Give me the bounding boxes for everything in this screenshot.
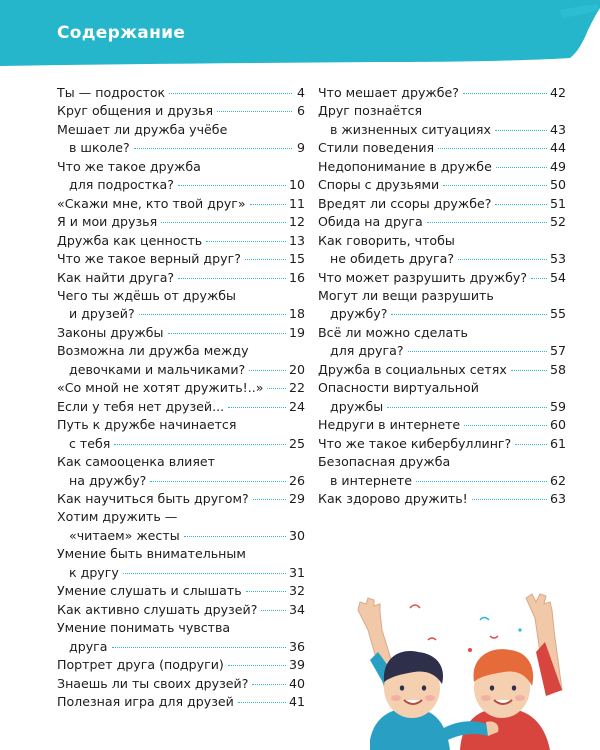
toc-entry[interactable]: [57, 490, 305, 508]
toc-entry-title: «Со мной не хотят дружить!..»: [57, 380, 264, 396]
toc-page-number: 9: [296, 140, 305, 156]
toc-entry-line: [318, 213, 566, 231]
toc-entry-line: [57, 564, 305, 582]
toc-entry[interactable]: [57, 619, 305, 656]
dot-leader: [496, 167, 547, 168]
toc-entry-title: Вредят ли ссоры дружбе?: [318, 195, 492, 211]
toc-entry-title: Что же такое верный друг?: [57, 251, 241, 267]
dot-leader: [184, 536, 286, 537]
toc-page-number: 18: [288, 306, 305, 322]
dot-leader: [249, 370, 286, 371]
toc-entry[interactable]: [318, 269, 566, 287]
dot-leader: [458, 259, 547, 260]
toc-entry-title: Всё ли можно сделать: [318, 324, 468, 340]
toc-page-number: 13: [288, 232, 305, 248]
toc-entry-line: [57, 379, 305, 397]
toc-entry[interactable]: [57, 675, 305, 693]
toc-entry-line: [57, 324, 305, 342]
dot-leader: [472, 499, 547, 500]
toc-entry-title: Как найти друга?: [57, 269, 175, 285]
toc-page-number: 61: [549, 435, 566, 451]
toc-entry-line: [57, 472, 305, 490]
dot-leader: [238, 702, 286, 703]
toc-page-number: 52: [549, 214, 566, 230]
dot-leader: [267, 388, 286, 389]
toc-entry-title: Ты — подросток: [57, 85, 166, 100]
dot-leader: [531, 278, 547, 279]
toc-entry[interactable]: [318, 287, 566, 324]
toc-entry-line: [57, 398, 305, 416]
toc-entry-line: [57, 527, 305, 545]
dot-leader: [228, 407, 286, 408]
toc-page-number: 41: [288, 693, 305, 709]
toc-entry-line: [57, 213, 305, 231]
toc-page-number: 63: [549, 490, 566, 506]
toc-entry-line: [318, 269, 566, 287]
toc-page-number: 15: [288, 251, 305, 267]
toc-entry-title: Как говорить, чтобы: [318, 232, 455, 248]
toc-entry-title: в школе?: [69, 140, 130, 156]
toc-entry[interactable]: [318, 176, 566, 194]
toc-entry-title: Умение слушать и слышать: [57, 583, 242, 599]
toc-entry-line: [57, 675, 305, 693]
toc-entry-title: Недруги в интернете: [318, 417, 461, 433]
toc-entry-title: Что может разрушить дружбу?: [318, 269, 528, 285]
toc-entry-line: [318, 472, 566, 490]
toc-entry[interactable]: [318, 195, 566, 213]
toc-page-number: 31: [288, 564, 305, 580]
toc-entry[interactable]: [57, 693, 305, 711]
toc-entry[interactable]: [57, 379, 305, 397]
toc-entry[interactable]: [318, 213, 566, 231]
toc-page-number: 51: [549, 195, 566, 211]
toc-entry-line: [57, 102, 305, 120]
dot-leader: [250, 204, 286, 205]
toc-page-number: 49: [549, 158, 566, 174]
toc-entry-line: [318, 361, 566, 379]
dot-leader: [206, 241, 286, 242]
toc-page-number: 32: [288, 583, 305, 599]
dot-leader: [161, 222, 286, 223]
toc-page-number: 58: [549, 361, 566, 377]
dot-leader: [464, 425, 547, 426]
toc-entry[interactable]: [57, 545, 305, 582]
toc-entry-line: [318, 158, 566, 176]
dot-leader: [408, 351, 547, 352]
page-title: Содержание: [57, 23, 186, 43]
toc-entry-line: [57, 84, 305, 102]
toc-entry-line: [57, 269, 305, 287]
toc-entry-line: [318, 250, 566, 268]
dot-leader: [228, 665, 286, 666]
toc-entry-line: [57, 435, 305, 453]
toc-page-number: 4: [296, 85, 305, 100]
toc-entry[interactable]: [318, 490, 566, 508]
toc-entry-title: и друзей?: [69, 306, 135, 322]
toc-entry-line: [318, 305, 566, 323]
dot-leader: [134, 148, 292, 149]
toc-entry-title: девочками и мальчиками?: [69, 361, 246, 377]
toc-entry-title: Как активно слушать друзей?: [57, 601, 258, 617]
toc-entry-title: «читаем» жесты: [69, 527, 180, 543]
toc-entry-title: Возможна ли дружба между: [57, 343, 249, 359]
toc-entry[interactable]: [318, 158, 566, 176]
toc-entry-title: «Скажи мне, кто твой друг»: [57, 195, 246, 211]
toc-entry-title: Круг общения и друзья: [57, 103, 214, 119]
toc-entry-line: [57, 139, 305, 157]
toc-entry-title: Что же такое дружба: [57, 158, 201, 174]
dot-leader: [495, 130, 547, 131]
toc-entry[interactable]: [57, 398, 305, 416]
toc-right-column: [318, 84, 566, 508]
dot-leader: [427, 222, 547, 223]
toc-page-number: 10: [288, 177, 305, 193]
toc-entry[interactable]: [57, 287, 305, 324]
toc-entry-line: [318, 139, 566, 157]
toc-entry-title: Дружба в социальных сетях: [318, 361, 507, 377]
toc-entry-title: не обидеть друга?: [330, 251, 455, 267]
dot-leader: [114, 444, 286, 445]
toc-entry-title: Как здорово дружить!: [318, 490, 468, 506]
dot-leader: [252, 684, 286, 685]
toc-entry-title: дружбы: [330, 398, 384, 414]
toc-entry-line: [318, 176, 566, 194]
toc-entry-line: [57, 176, 305, 194]
dot-leader: [246, 591, 286, 592]
toc-entry[interactable]: [57, 84, 305, 102]
toc-entry-line: [57, 638, 305, 656]
toc-entry-title: Я и мои друзья: [57, 214, 158, 230]
toc-entry-title: Умение быть внимательным: [57, 546, 246, 562]
toc-page-number: 42: [549, 85, 566, 100]
toc-entry-title: Споры с друзьями: [318, 177, 440, 193]
toc-page-number: 30: [288, 527, 305, 543]
toc-entry-title: на дружбу?: [69, 472, 147, 488]
toc-page-number: 34: [288, 601, 305, 617]
toc-entry[interactable]: [57, 158, 305, 195]
toc-entry[interactable]: [57, 232, 305, 250]
toc-page-number: 60: [549, 417, 566, 433]
toc-entry-line: [318, 435, 566, 453]
dot-leader: [253, 499, 286, 500]
toc-entry[interactable]: [57, 195, 305, 213]
toc-entry[interactable]: [318, 379, 566, 416]
dot-leader: [438, 148, 547, 149]
toc-entry-title: Недопонимание в дружбе: [318, 158, 492, 174]
toc-entry-title: Могут ли вещи разрушить: [318, 287, 494, 303]
toc-page-number: 16: [288, 269, 305, 285]
dot-leader: [511, 370, 547, 371]
toc-entry-title: Знаешь ли ты своих друзей?: [57, 675, 249, 691]
toc-entry[interactable]: [57, 269, 305, 287]
toc-entry[interactable]: [57, 213, 305, 231]
toc-entry[interactable]: [318, 361, 566, 379]
toc-entry-title: Портрет друга (подруги): [57, 657, 224, 673]
toc-entry-title: для подростка?: [69, 177, 174, 193]
toc-page-number: 22: [288, 380, 305, 396]
toc-page-number: 26: [288, 472, 305, 488]
dot-leader: [178, 185, 286, 186]
toc-page-number: 55: [549, 306, 566, 322]
dot-leader: [443, 185, 547, 186]
toc-entry[interactable]: [57, 601, 305, 619]
toc-entry-title: Обида на друга: [318, 214, 423, 230]
toc-page-number: 59: [549, 398, 566, 414]
toc-page-number: 62: [549, 472, 566, 488]
toc-page-number: 40: [288, 675, 305, 691]
dot-leader: [391, 314, 547, 315]
toc-page-number: 54: [549, 269, 566, 285]
dot-leader: [515, 444, 547, 445]
toc-entry-line: [57, 656, 305, 674]
toc-page-number: 19: [288, 324, 305, 340]
toc-entry[interactable]: [57, 121, 305, 158]
dot-leader: [169, 93, 292, 94]
dot-leader: [463, 93, 547, 94]
toc-entry-line: [57, 305, 305, 323]
toc-entry-line: [318, 195, 566, 213]
toc-entry-title: с тебя: [69, 435, 111, 451]
toc-entry-line: [57, 601, 305, 619]
toc-entry-title: к другу: [69, 564, 119, 580]
dot-leader: [178, 278, 286, 279]
toc-entry[interactable]: [57, 102, 305, 120]
toc-left-column: [57, 84, 305, 711]
toc-page-number: 25: [288, 435, 305, 451]
toc-entry[interactable]: [318, 102, 566, 139]
toc-entry[interactable]: [57, 656, 305, 674]
dot-leader: [150, 481, 286, 482]
dot-leader: [112, 647, 286, 648]
toc-entry[interactable]: [318, 232, 566, 269]
toc-entry-title: Дружба как ценность: [57, 232, 203, 248]
toc-entry-title: в интернете: [330, 472, 412, 488]
toc-page-number: 39: [288, 657, 305, 673]
toc-entry-title: Полезная игра для друзей: [57, 693, 234, 709]
toc-page-number: 29: [288, 490, 305, 506]
toc-page-number: 50: [549, 177, 566, 193]
toc-entry-title: Безопасная дружба: [318, 454, 451, 470]
toc-entry-line: [57, 582, 305, 600]
toc-page-number: 12: [288, 214, 305, 230]
toc-page-number: 43: [549, 121, 566, 137]
toc-entry-title: Что же такое кибербуллинг?: [318, 435, 512, 451]
two-friends-waving-illustration: [340, 590, 600, 750]
toc-entry-line: [318, 416, 566, 434]
toc-entry-title: Как научиться быть другом?: [57, 490, 249, 506]
toc-entry[interactable]: [318, 416, 566, 434]
toc-entry[interactable]: [57, 342, 305, 379]
toc-entry-line: [57, 490, 305, 508]
toc-entry-title: Законы дружбы: [57, 324, 164, 340]
dot-leader: [245, 259, 286, 260]
toc-entry-line: [57, 361, 305, 379]
toc-entry-title: друга: [69, 638, 108, 654]
toc-entry-title: Опасности виртуальной: [318, 380, 479, 396]
toc-page-number: 24: [288, 398, 305, 414]
toc-entry-title: Путь к дружбе начинается: [57, 417, 237, 433]
toc-entry-title: Хотим дружить —: [57, 509, 178, 525]
toc-entry[interactable]: [57, 416, 305, 453]
toc-entry[interactable]: [57, 250, 305, 268]
toc-entry-line: [318, 121, 566, 139]
dot-leader: [387, 407, 547, 408]
toc-entry[interactable]: [57, 453, 305, 490]
toc-entry-title: Друг познаётся: [318, 103, 423, 119]
toc-entry-line: [57, 693, 305, 711]
dot-leader: [261, 610, 286, 611]
toc-entry-title: дружбу?: [330, 306, 388, 322]
toc-entry-title: Чего ты ждёшь от дружбы: [57, 287, 236, 303]
toc-entry-title: для друга?: [330, 343, 404, 359]
toc-entry-line: [318, 342, 566, 360]
toc-entry-title: Что мешает дружбе?: [318, 85, 459, 100]
toc-entry-title: Стили поведения: [318, 140, 435, 156]
toc-entry-title: Если у тебя нет друзей...: [57, 398, 225, 414]
toc-entry[interactable]: [318, 453, 566, 490]
dot-leader: [139, 314, 286, 315]
dot-leader: [416, 481, 547, 482]
toc-page-number: 11: [288, 195, 305, 211]
toc-entry[interactable]: [57, 508, 305, 545]
toc-entry[interactable]: [318, 324, 566, 361]
toc-entry[interactable]: [318, 435, 566, 453]
dot-leader: [217, 111, 292, 112]
toc-page-number: 20: [288, 361, 305, 377]
header-banner: [0, 0, 600, 70]
toc-entry-line: [318, 490, 566, 508]
toc-entry-line: [57, 195, 305, 213]
toc-entry-line: [57, 250, 305, 268]
dot-leader: [123, 573, 286, 574]
toc-entry-title: Мешает ли дружба учёбе: [57, 121, 228, 137]
toc-entry-title: Умение понимать чувства: [57, 620, 231, 636]
toc-page-number: 57: [549, 343, 566, 359]
toc-entry-title: в жизненных ситуациях: [330, 121, 491, 137]
toc-entry-line: [318, 84, 566, 102]
toc-entry[interactable]: [57, 582, 305, 600]
toc-entry-line: [318, 398, 566, 416]
toc-entry[interactable]: [57, 324, 305, 342]
toc-entry[interactable]: [318, 139, 566, 157]
dot-leader: [495, 204, 547, 205]
toc-entry-title: Как самооценка влияет: [57, 454, 216, 470]
toc-page-number: 53: [549, 251, 566, 267]
dot-leader: [168, 333, 286, 334]
toc-entry-line: [57, 232, 305, 250]
toc-page-number: 36: [288, 638, 305, 654]
toc-page-number: 44: [549, 140, 566, 156]
toc-page-number: 6: [296, 103, 305, 119]
toc-entry[interactable]: [318, 84, 566, 102]
